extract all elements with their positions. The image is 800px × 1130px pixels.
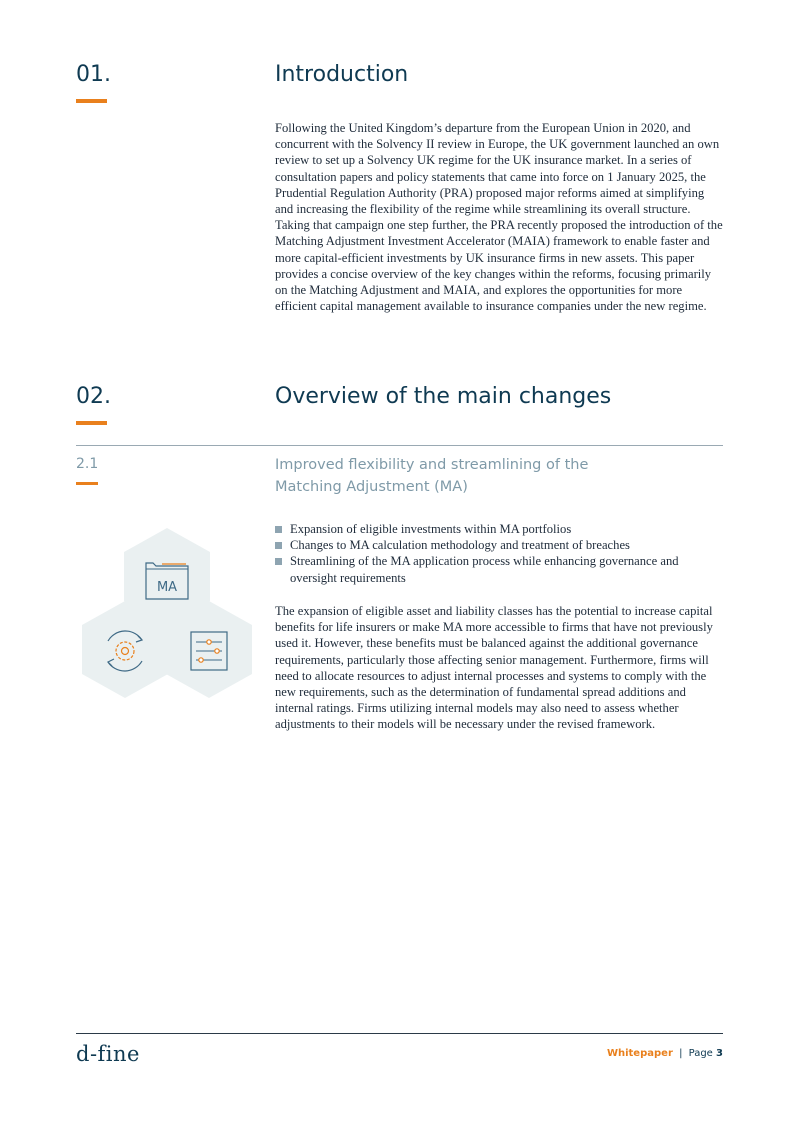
footer-page-label: Page: [688, 1048, 713, 1059]
list-item: Changes to MA calculation methodology and treatment of breaches: [275, 537, 725, 553]
section-accent-bar: [76, 99, 107, 103]
folder-label: MA: [156, 580, 178, 595]
section-accent-bar: [76, 421, 107, 425]
dfine-logo: d-fine: [76, 1042, 140, 1066]
footer-doc-type: Whitepaper: [606, 1048, 673, 1059]
subsection-number: 2.1: [76, 456, 99, 472]
footer-divider: [76, 1033, 723, 1034]
footer-separator: |: [679, 1048, 683, 1059]
subsection-title: Improved flexibility and streamlining of the Matching Adjustment (MA): [275, 457, 589, 495]
changes-bullet-list: [275, 521, 725, 586]
intro-paragraph: Following the United Kingdom’s departure from the European Union in 2020, and concurrent with the Solvency II review in Europe, the UK government launched an own review to set up a Solvency UK regime for the UK insurance market. In a series of consultation papers and policy statements that came into force on 1 January 2025, the Prudential Regulation Authority (PRA) proposed major reforms aimed at simplifying and increasing the flexibility of the regime while streamlining its overall structure. Taking that campaign one step further, the PRA recently proposed the introduction of the Matching Adjustment Investment Accelerator (MAIA) framework to enable faster and more capital-efficient investments by UK insurance firms in new assets. This paper provides a concise overview of the key changes within the reforms, focusing primarily on the Matching Adjustment and MAIA, and explores the opportunities for more efficient capital management available to insurance companies under the new regime.: [275, 121, 723, 314]
list-item: Streamlining of the MA application process while enhancing governance and oversight requirements: [275, 553, 725, 585]
section-divider: [76, 445, 723, 446]
section-title-overview: Overview of the main changes: [275, 384, 612, 409]
ma-hexagon-illustration: [80, 528, 255, 706]
footer-page-info: [607, 1048, 723, 1059]
footer-page-number: 3: [716, 1048, 723, 1059]
section-number-1: 01.: [76, 62, 111, 87]
section-title-introduction: Introduction: [275, 62, 409, 87]
section-number-2: 02.: [76, 384, 111, 409]
ma-paragraph: The expansion of eligible asset and liability classes has the potential to increase capital benefits for life insurers or make MA more accessible to firms that have not previously used it. However, these benefits must be balanced against the additional governance requirements, particularly those affecting senior management. Furthermore, firms will need to allocate resources to adjust internal processes and systems to comply with the new requirements, such as the determination of fundamental spread additions and internal ratings. Firms utilizing internal models may also need to assess whether adjustments to their models will be necessary under the revised framework.: [275, 604, 713, 732]
subsection-accent-bar: [76, 482, 98, 485]
list-item: Expansion of eligible investments within MA portfolios: [275, 521, 725, 537]
